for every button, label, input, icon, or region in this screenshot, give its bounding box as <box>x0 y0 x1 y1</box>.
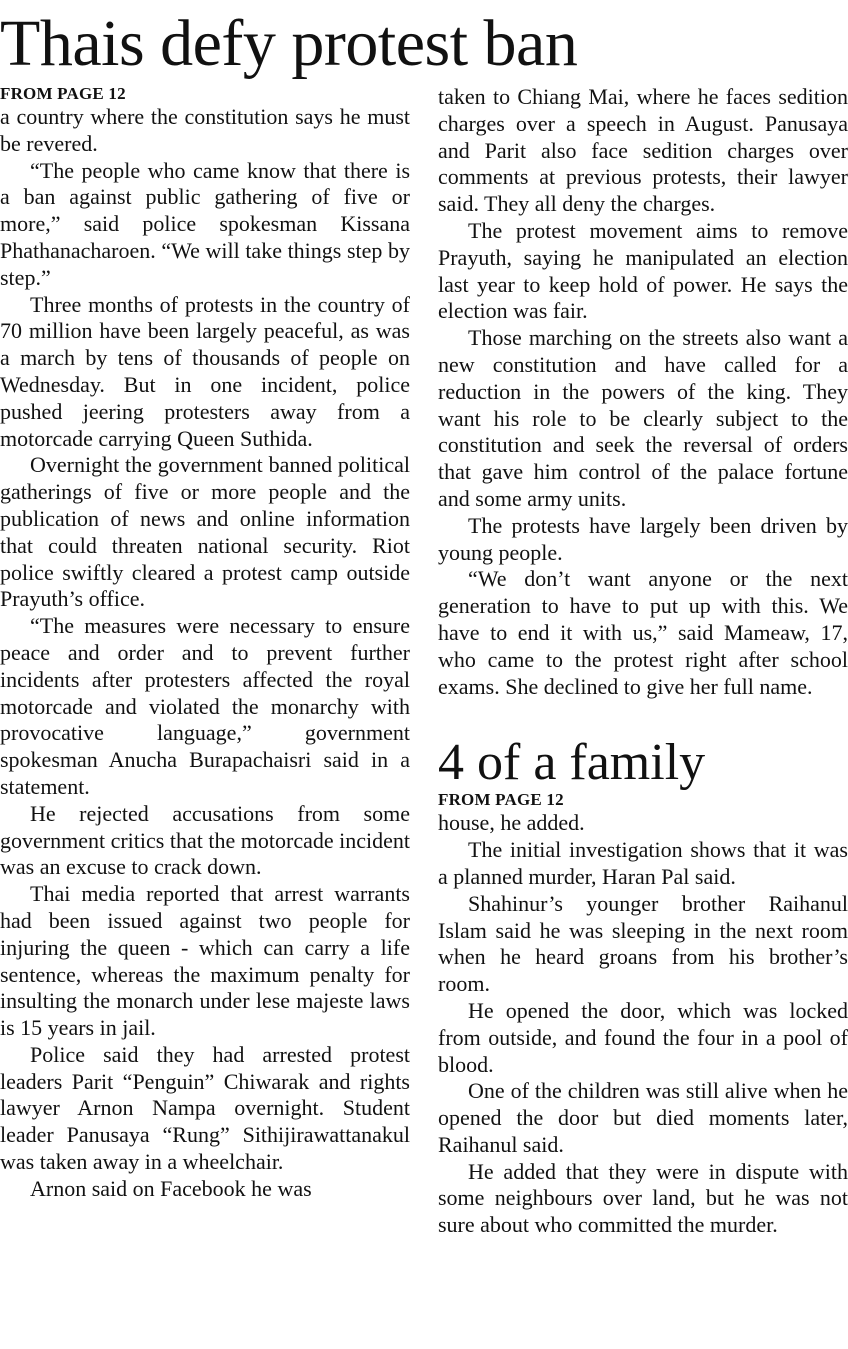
article-paragraph: Three months of protests in the country of 70 million have been largely peaceful, as was a march by tens of thousands of people on Wednesday. But in one incident, police pushed jeering protesters away from a motorcade carrying Queen Suthida. <box>0 291 410 451</box>
article-paragraph: The protest movement aims to remove Prayuth, saying he manipulated an election last year to keep hold of power. He says the election was fair. <box>438 217 848 324</box>
article-paragraph: “We don’t want anyone or the next generation to have to put up with this. We have to end it with us,” said Mameaw, 17, who came to the protest right after school exams. She declined to give her full name. <box>438 566 848 699</box>
article-paragraph: He rejected accusations from some government critics that the motorcade incident was an excuse to crack down. <box>0 800 410 880</box>
article-paragraph: The protests have largely been driven by young people. <box>438 512 848 565</box>
second-article-paragraph: He added that they were in dispute with some neighbours over land, but he was not sure about who committed the murder. <box>438 1158 848 1238</box>
article-paragraph: “The people who came know that there is a ban against public gathering of five or more,” said police spokesman Kissana Phathanacharoen. “We will take things step by step.” <box>0 157 410 290</box>
article-left-column <box>0 84 410 1203</box>
continued-from-label: FROM PAGE 12 <box>0 84 126 103</box>
second-article-headline: 4 of a family <box>438 734 706 792</box>
second-article-paragraph: Shahinur’s younger brother Raihanul Islam said he was sleeping in the next room when he heard groans from his brother’s room. <box>438 890 848 997</box>
second-article-paragraph: The initial investigation shows that it was a planned murder, Haran Pal said. <box>438 837 848 889</box>
article-paragraph: “The measures were necessary to ensure peace and order and to prevent further incidents after protesters affected the royal motorcade and violated the monarchy with provocative language,” government spokesman Anucha Burapachaisri said in a statement. <box>0 613 410 799</box>
article-paragraph: a country where the constitution says he must be revered. <box>0 104 410 156</box>
second-article-paragraph: He opened the door, which was locked from outside, and found the four in a pool of blood. <box>438 997 848 1077</box>
second-article-paragraph: One of the children was still alive when he opened the door but died moments later, Raihanul said. <box>438 1078 848 1157</box>
article-paragraph: Arnon said on Facebook he was <box>30 1175 312 1201</box>
article-paragraph: Thai media reported that arrest warrants had been issued against two people for injuring the queen - which can carry a life sentence, whereas the maximum penalty for insulting the monarch under lese majeste laws is 15 years in jail. <box>0 881 410 1041</box>
article-right-column <box>438 84 848 1239</box>
article-paragraph: taken to Chiang Mai, where he faces sedition charges over a speech in August. Panusaya and Parit also face sedition charges over comments at previous protests, their lawyer said. They all deny the charges. <box>438 84 848 217</box>
article-headline: Thais defy protest ban <box>0 7 578 80</box>
second-article-paragraph: house, he added. <box>438 810 585 836</box>
article-paragraph: Those marching on the streets also want a new constitution and have called for a reduction in the powers of the king. They want his role to be clearly subject to the constitution and seek the reversal of orders that gave him control of the palace fortune and some army units. <box>438 325 848 511</box>
article-paragraph: Overnight the government banned political gatherings of five or more people and the publication of news and online information that could threaten national security. Riot police swiftly cleared a protest camp outside Prayuth’s office. <box>0 452 410 612</box>
second-continued-from-label: FROM PAGE 12 <box>438 790 564 810</box>
article-paragraph: Police said they had arrested protest leaders Parit “Penguin” Chiwarak and rights lawyer Arnon Nampa overnight. Student leader Panusaya “Rung” Sithijirawattanakul was taken away in a wheelchair. <box>0 1041 410 1175</box>
